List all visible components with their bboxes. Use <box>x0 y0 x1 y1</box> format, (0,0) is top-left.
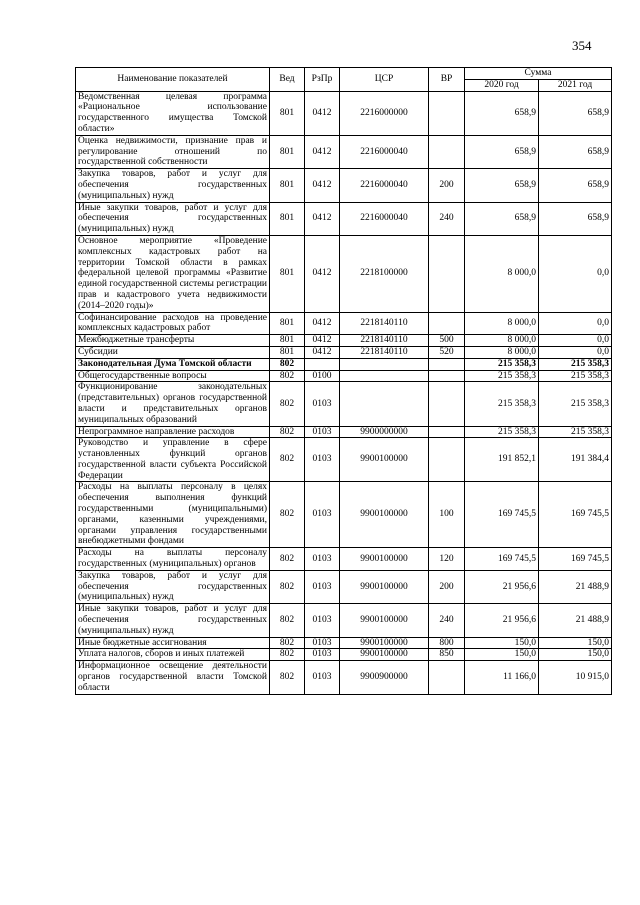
row-csr: 2218140110 <box>340 312 429 335</box>
row-ved: 801 <box>270 335 305 347</box>
row-csr: 2216000040 <box>340 169 429 202</box>
table-row <box>76 604 612 637</box>
table-row <box>76 570 612 603</box>
row-csr: 2218140110 <box>340 335 429 347</box>
row-sum-2021: 658,9 <box>539 91 612 135</box>
table-row <box>76 169 612 202</box>
row-rzpr: 0103 <box>305 604 340 637</box>
row-sum-2021: 658,9 <box>539 169 612 202</box>
table-row <box>76 346 612 358</box>
row-sum-2021: 10 915,0 <box>539 661 612 694</box>
row-sum-2021: 150,0 <box>539 649 612 661</box>
row-vr <box>429 438 465 482</box>
row-vr <box>429 91 465 135</box>
table-row <box>76 382 612 426</box>
table-row <box>76 482 612 548</box>
row-ved: 802 <box>270 370 305 382</box>
row-ved: 802 <box>270 604 305 637</box>
table-row <box>76 312 612 335</box>
row-sum-2020: 169 745,5 <box>465 482 539 548</box>
table-row <box>76 637 612 649</box>
row-vr <box>429 370 465 382</box>
row-csr: 9900100000 <box>340 548 429 571</box>
row-name: Непрограммное направление расходов <box>76 426 270 438</box>
row-sum-2020: 191 852,1 <box>465 438 539 482</box>
row-vr <box>429 382 465 426</box>
row-rzpr: 0412 <box>305 91 340 135</box>
row-csr: 2216000040 <box>340 135 429 168</box>
row-sum-2020: 215 358,3 <box>465 358 539 370</box>
row-ved: 801 <box>270 169 305 202</box>
col-header-csr: ЦСР <box>340 68 429 92</box>
col-header-2020: 2020 год <box>465 79 539 91</box>
table-body <box>76 91 612 694</box>
row-ved: 801 <box>270 202 305 235</box>
table-row <box>76 438 612 482</box>
row-ved: 802 <box>270 426 305 438</box>
row-ved: 802 <box>270 637 305 649</box>
table-row <box>76 649 612 661</box>
row-sum-2020: 8 000,0 <box>465 335 539 347</box>
row-rzpr: 0100 <box>305 370 340 382</box>
table-row <box>76 358 612 370</box>
col-header-2021: 2021 год <box>539 79 612 91</box>
row-name: Руководство и управление в сфере установленных функций органов государственной власти субъекта Российской Федерации <box>76 438 270 482</box>
table-row <box>76 135 612 168</box>
row-csr: 2218140110 <box>340 346 429 358</box>
row-name: Иные бюджетные ассигнования <box>76 637 270 649</box>
row-name: Оценка недвижимости, признание прав и регулирование отношений по государственной собственности <box>76 135 270 168</box>
row-sum-2020: 658,9 <box>465 91 539 135</box>
row-vr: 100 <box>429 482 465 548</box>
row-vr <box>429 135 465 168</box>
row-rzpr: 0412 <box>305 169 340 202</box>
row-vr: 200 <box>429 169 465 202</box>
row-name: Ведомственная целевая программа «Рациональное использование государственного имущества Томской области» <box>76 91 270 135</box>
row-sum-2021: 658,9 <box>539 202 612 235</box>
row-ved: 801 <box>270 91 305 135</box>
row-rzpr: 0412 <box>305 335 340 347</box>
row-name: Иные закупки товаров, работ и услуг для обеспечения государственных (муниципальных) нужд <box>76 604 270 637</box>
col-header-rzpr: РзПр <box>305 68 340 92</box>
row-csr: 2216000040 <box>340 202 429 235</box>
row-vr <box>429 426 465 438</box>
row-sum-2020: 169 745,5 <box>465 548 539 571</box>
row-sum-2021: 21 488,9 <box>539 604 612 637</box>
row-sum-2020: 658,9 <box>465 202 539 235</box>
row-csr: 9900100000 <box>340 570 429 603</box>
budget-table <box>75 67 612 695</box>
row-vr: 240 <box>429 202 465 235</box>
table-row <box>76 235 612 312</box>
row-sum-2021: 0,0 <box>539 346 612 358</box>
row-csr: 2218100000 <box>340 235 429 312</box>
row-vr <box>429 312 465 335</box>
table-row <box>76 202 612 235</box>
row-vr: 520 <box>429 346 465 358</box>
row-ved: 802 <box>270 438 305 482</box>
row-name: Субсидии <box>76 346 270 358</box>
row-name: Расходы на выплаты персоналу в целях обеспечения выполнения функций государственными (муниципальными) органами, казенными учреждениями, органами управления государственными внебюджетными фондами <box>76 482 270 548</box>
row-rzpr: 0103 <box>305 482 340 548</box>
row-name: Уплата налогов, сборов и иных платежей <box>76 649 270 661</box>
row-rzpr: 0412 <box>305 235 340 312</box>
table-row <box>76 91 612 135</box>
row-sum-2021: 0,0 <box>539 312 612 335</box>
row-name: Межбюджетные трансферты <box>76 335 270 347</box>
row-ved: 802 <box>270 649 305 661</box>
row-ved: 802 <box>270 482 305 548</box>
row-sum-2021: 21 488,9 <box>539 570 612 603</box>
row-vr: 800 <box>429 637 465 649</box>
table-row <box>76 370 612 382</box>
row-name: Информационное освещение деятельности органов государственной власти Томской области <box>76 661 270 694</box>
row-vr: 120 <box>429 548 465 571</box>
row-sum-2020: 11 166,0 <box>465 661 539 694</box>
row-sum-2021: 0,0 <box>539 335 612 347</box>
row-ved: 801 <box>270 312 305 335</box>
row-ved: 802 <box>270 570 305 603</box>
row-ved: 801 <box>270 346 305 358</box>
row-ved: 801 <box>270 235 305 312</box>
row-csr: 9900000000 <box>340 426 429 438</box>
row-sum-2020: 8 000,0 <box>465 235 539 312</box>
row-vr: 850 <box>429 649 465 661</box>
row-sum-2020: 21 956,6 <box>465 604 539 637</box>
row-name: Расходы на выплаты персоналу государственных (муниципальных) органов <box>76 548 270 571</box>
table-row <box>76 426 612 438</box>
row-rzpr: 0412 <box>305 312 340 335</box>
row-csr: 9900100000 <box>340 649 429 661</box>
row-name: Основное мероприятие «Проведение комплексных кадастровых работ на территории Томской области в рамках федеральной целевой программы «Развитие единой государственной системы регистрации прав и кадастрового учета недвижимости (2014–2020 годы)» <box>76 235 270 312</box>
row-sum-2021: 150,0 <box>539 637 612 649</box>
row-rzpr: 0103 <box>305 382 340 426</box>
table-row <box>76 661 612 694</box>
row-sum-2021: 169 745,5 <box>539 548 612 571</box>
row-rzpr: 0103 <box>305 426 340 438</box>
table-row <box>76 335 612 347</box>
row-sum-2020: 21 956,6 <box>465 570 539 603</box>
row-rzpr: 0103 <box>305 637 340 649</box>
row-sum-2021: 215 358,3 <box>539 358 612 370</box>
row-ved: 802 <box>270 358 305 370</box>
row-sum-2021: 191 384,4 <box>539 438 612 482</box>
row-sum-2020: 658,9 <box>465 135 539 168</box>
row-sum-2021: 215 358,3 <box>539 370 612 382</box>
row-name: Законодательная Дума Томской области <box>76 358 270 370</box>
col-header-vr: ВР <box>429 68 465 92</box>
row-csr: 9900900000 <box>340 661 429 694</box>
col-header-ved: Вед <box>270 68 305 92</box>
row-name: Софинансирование расходов на проведение комплексных кадастровых работ <box>76 312 270 335</box>
row-name: Иные закупки товаров, работ и услуг для обеспечения государственных (муниципальных) нужд <box>76 202 270 235</box>
row-csr: 9900100000 <box>340 438 429 482</box>
page-number: 354 <box>572 38 592 53</box>
row-sum-2021: 658,9 <box>539 135 612 168</box>
row-rzpr: 0412 <box>305 202 340 235</box>
col-header-name: Наименование показателей <box>76 68 270 92</box>
row-sum-2020: 8 000,0 <box>465 346 539 358</box>
row-ved: 802 <box>270 661 305 694</box>
row-rzpr: 0412 <box>305 135 340 168</box>
row-csr: 9900100000 <box>340 604 429 637</box>
col-header-sum: Сумма <box>465 68 612 80</box>
row-vr <box>429 661 465 694</box>
row-vr: 500 <box>429 335 465 347</box>
row-sum-2020: 658,9 <box>465 169 539 202</box>
row-ved: 802 <box>270 548 305 571</box>
row-csr: 9900100000 <box>340 482 429 548</box>
row-rzpr: 0103 <box>305 649 340 661</box>
row-rzpr: 0103 <box>305 661 340 694</box>
row-sum-2020: 150,0 <box>465 649 539 661</box>
row-rzpr: 0103 <box>305 438 340 482</box>
row-csr <box>340 358 429 370</box>
row-sum-2020: 215 358,3 <box>465 382 539 426</box>
row-name: Общегосударственные вопросы <box>76 370 270 382</box>
row-rzpr: 0103 <box>305 548 340 571</box>
row-vr: 200 <box>429 570 465 603</box>
row-name: Функционирование законодательных (представительных) органов государственной власти и представительных органов муниципальных образований <box>76 382 270 426</box>
row-sum-2021: 0,0 <box>539 235 612 312</box>
row-name: Закупка товаров, работ и услуг для обеспечения государственных (муниципальных) нужд <box>76 169 270 202</box>
row-ved: 802 <box>270 382 305 426</box>
row-csr: 2216000000 <box>340 91 429 135</box>
table-row <box>76 548 612 571</box>
row-sum-2020: 150,0 <box>465 637 539 649</box>
row-vr: 240 <box>429 604 465 637</box>
row-vr <box>429 235 465 312</box>
row-sum-2021: 215 358,3 <box>539 426 612 438</box>
row-sum-2021: 215 358,3 <box>539 382 612 426</box>
row-sum-2020: 8 000,0 <box>465 312 539 335</box>
row-csr <box>340 370 429 382</box>
row-csr: 9900100000 <box>340 637 429 649</box>
row-rzpr: 0412 <box>305 346 340 358</box>
row-sum-2020: 215 358,3 <box>465 426 539 438</box>
row-ved: 801 <box>270 135 305 168</box>
row-rzpr <box>305 358 340 370</box>
row-sum-2020: 215 358,3 <box>465 370 539 382</box>
row-rzpr: 0103 <box>305 570 340 603</box>
row-name: Закупка товаров, работ и услуг для обеспечения государственных (муниципальных) нужд <box>76 570 270 603</box>
row-csr <box>340 382 429 426</box>
row-sum-2021: 169 745,5 <box>539 482 612 548</box>
row-vr <box>429 358 465 370</box>
